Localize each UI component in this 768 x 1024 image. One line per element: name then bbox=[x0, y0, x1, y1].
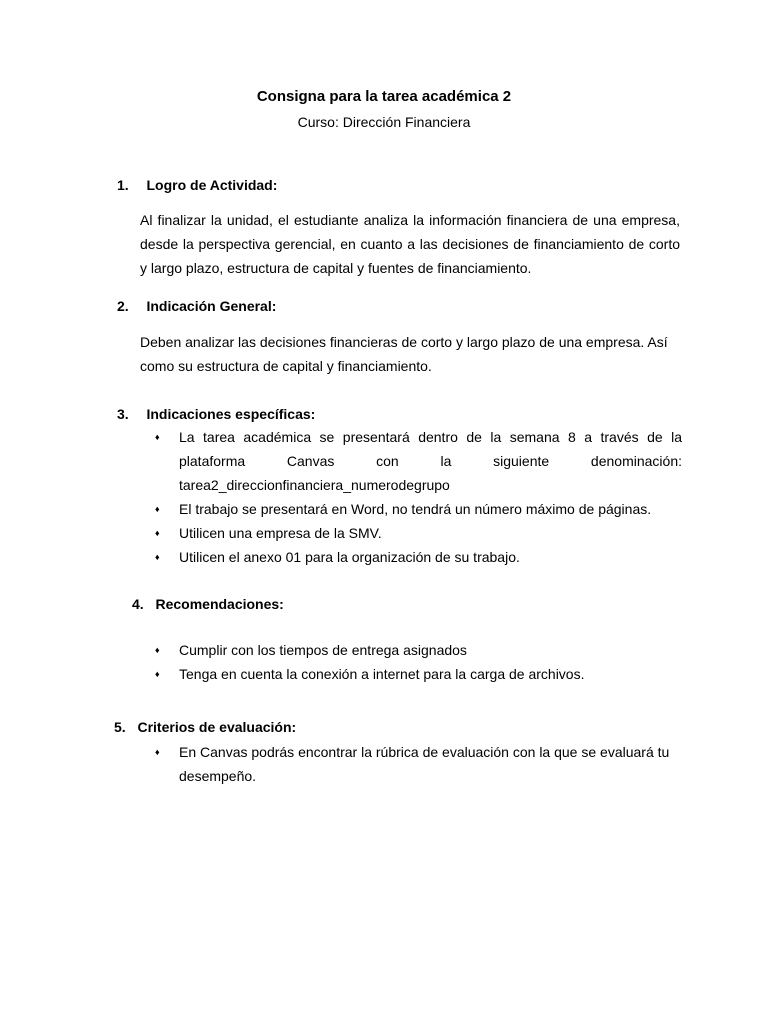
section-3-title: Indicaciones específicas: bbox=[146, 406, 316, 422]
section-4-bullet-list bbox=[152, 638, 682, 686]
section-3-number: 3. bbox=[117, 406, 129, 422]
section-1-paragraph: Al finalizar la unidad, el estudiante analiza la información financiera de una empresa, desde la perspectiva gerencial, en cuanto a las decisiones de financiamiento de corto y largo plazo, estructura de capital y fuentes de financiamiento. bbox=[140, 212, 680, 276]
section-2-heading bbox=[117, 297, 276, 315]
section-3-heading bbox=[117, 405, 315, 423]
section-2-paragraph: Deben analizar las decisiones financieras de corto y largo plazo de una empresa. Así como su estructura de capital y financiamiento. bbox=[140, 334, 668, 374]
list-item-line: plataforma Canvas con la siguiente denominación: bbox=[179, 453, 682, 469]
section-5-title: Criterios de evaluación: bbox=[137, 719, 297, 735]
section-3-bullet-list bbox=[152, 425, 682, 569]
list-item-text: En Canvas podrás encontrar la rúbrica de evaluación con la que se evaluará tu desempeño. bbox=[179, 744, 670, 784]
list-item bbox=[152, 497, 682, 521]
bullet-diamond-icon: ♦ bbox=[155, 528, 160, 538]
list-item bbox=[152, 545, 682, 569]
document-title: Consigna para la tarea académica 2 bbox=[256, 88, 512, 105]
bullet-diamond-icon: ♦ bbox=[155, 504, 160, 514]
section-2-title: Indicación General: bbox=[146, 298, 277, 314]
bullet-diamond-icon: ♦ bbox=[155, 552, 160, 562]
bullet-diamond-icon: ♦ bbox=[155, 645, 160, 655]
list-item bbox=[152, 521, 682, 545]
section-5-number: 5. bbox=[114, 719, 126, 735]
bullet-diamond-icon: ♦ bbox=[155, 432, 160, 442]
list-item bbox=[152, 662, 682, 686]
list-item-line: tarea2_direccionfinanciera_numerodegrupo bbox=[179, 477, 450, 493]
list-item-line: La tarea académica se presentará dentro de la semana 8 a través de la bbox=[179, 429, 682, 445]
section-5-heading bbox=[114, 718, 296, 736]
list-item bbox=[152, 740, 682, 788]
section-1-heading bbox=[117, 176, 277, 194]
section-1-number: 1. bbox=[117, 177, 129, 193]
list-item-text: Tenga en cuenta la conexión a internet para la carga de archivos. bbox=[179, 666, 585, 682]
section-5-bullet-list bbox=[152, 740, 682, 788]
bullet-diamond-icon: ♦ bbox=[155, 669, 160, 679]
bullet-diamond-icon: ♦ bbox=[155, 747, 160, 757]
list-item bbox=[152, 425, 682, 497]
list-item bbox=[152, 638, 682, 662]
list-item-text: El trabajo se presentará en Word, no tendrá un número máximo de páginas. bbox=[179, 501, 652, 517]
section-1-title: Logro de Actividad: bbox=[146, 177, 278, 193]
list-item-text: Utilicen el anexo 01 para la organización de su trabajo. bbox=[179, 549, 520, 565]
list-item-text: Cumplir con los tiempos de entrega asignados bbox=[179, 642, 467, 658]
document-subtitle: Curso: Dirección Financiera bbox=[297, 114, 471, 130]
section-4-number: 4. bbox=[132, 596, 144, 612]
section-4-heading bbox=[132, 595, 284, 613]
section-2-number: 2. bbox=[117, 298, 129, 314]
list-item-text: Utilicen una empresa de la SMV. bbox=[179, 525, 382, 541]
section-4-title: Recomendaciones: bbox=[155, 596, 284, 612]
